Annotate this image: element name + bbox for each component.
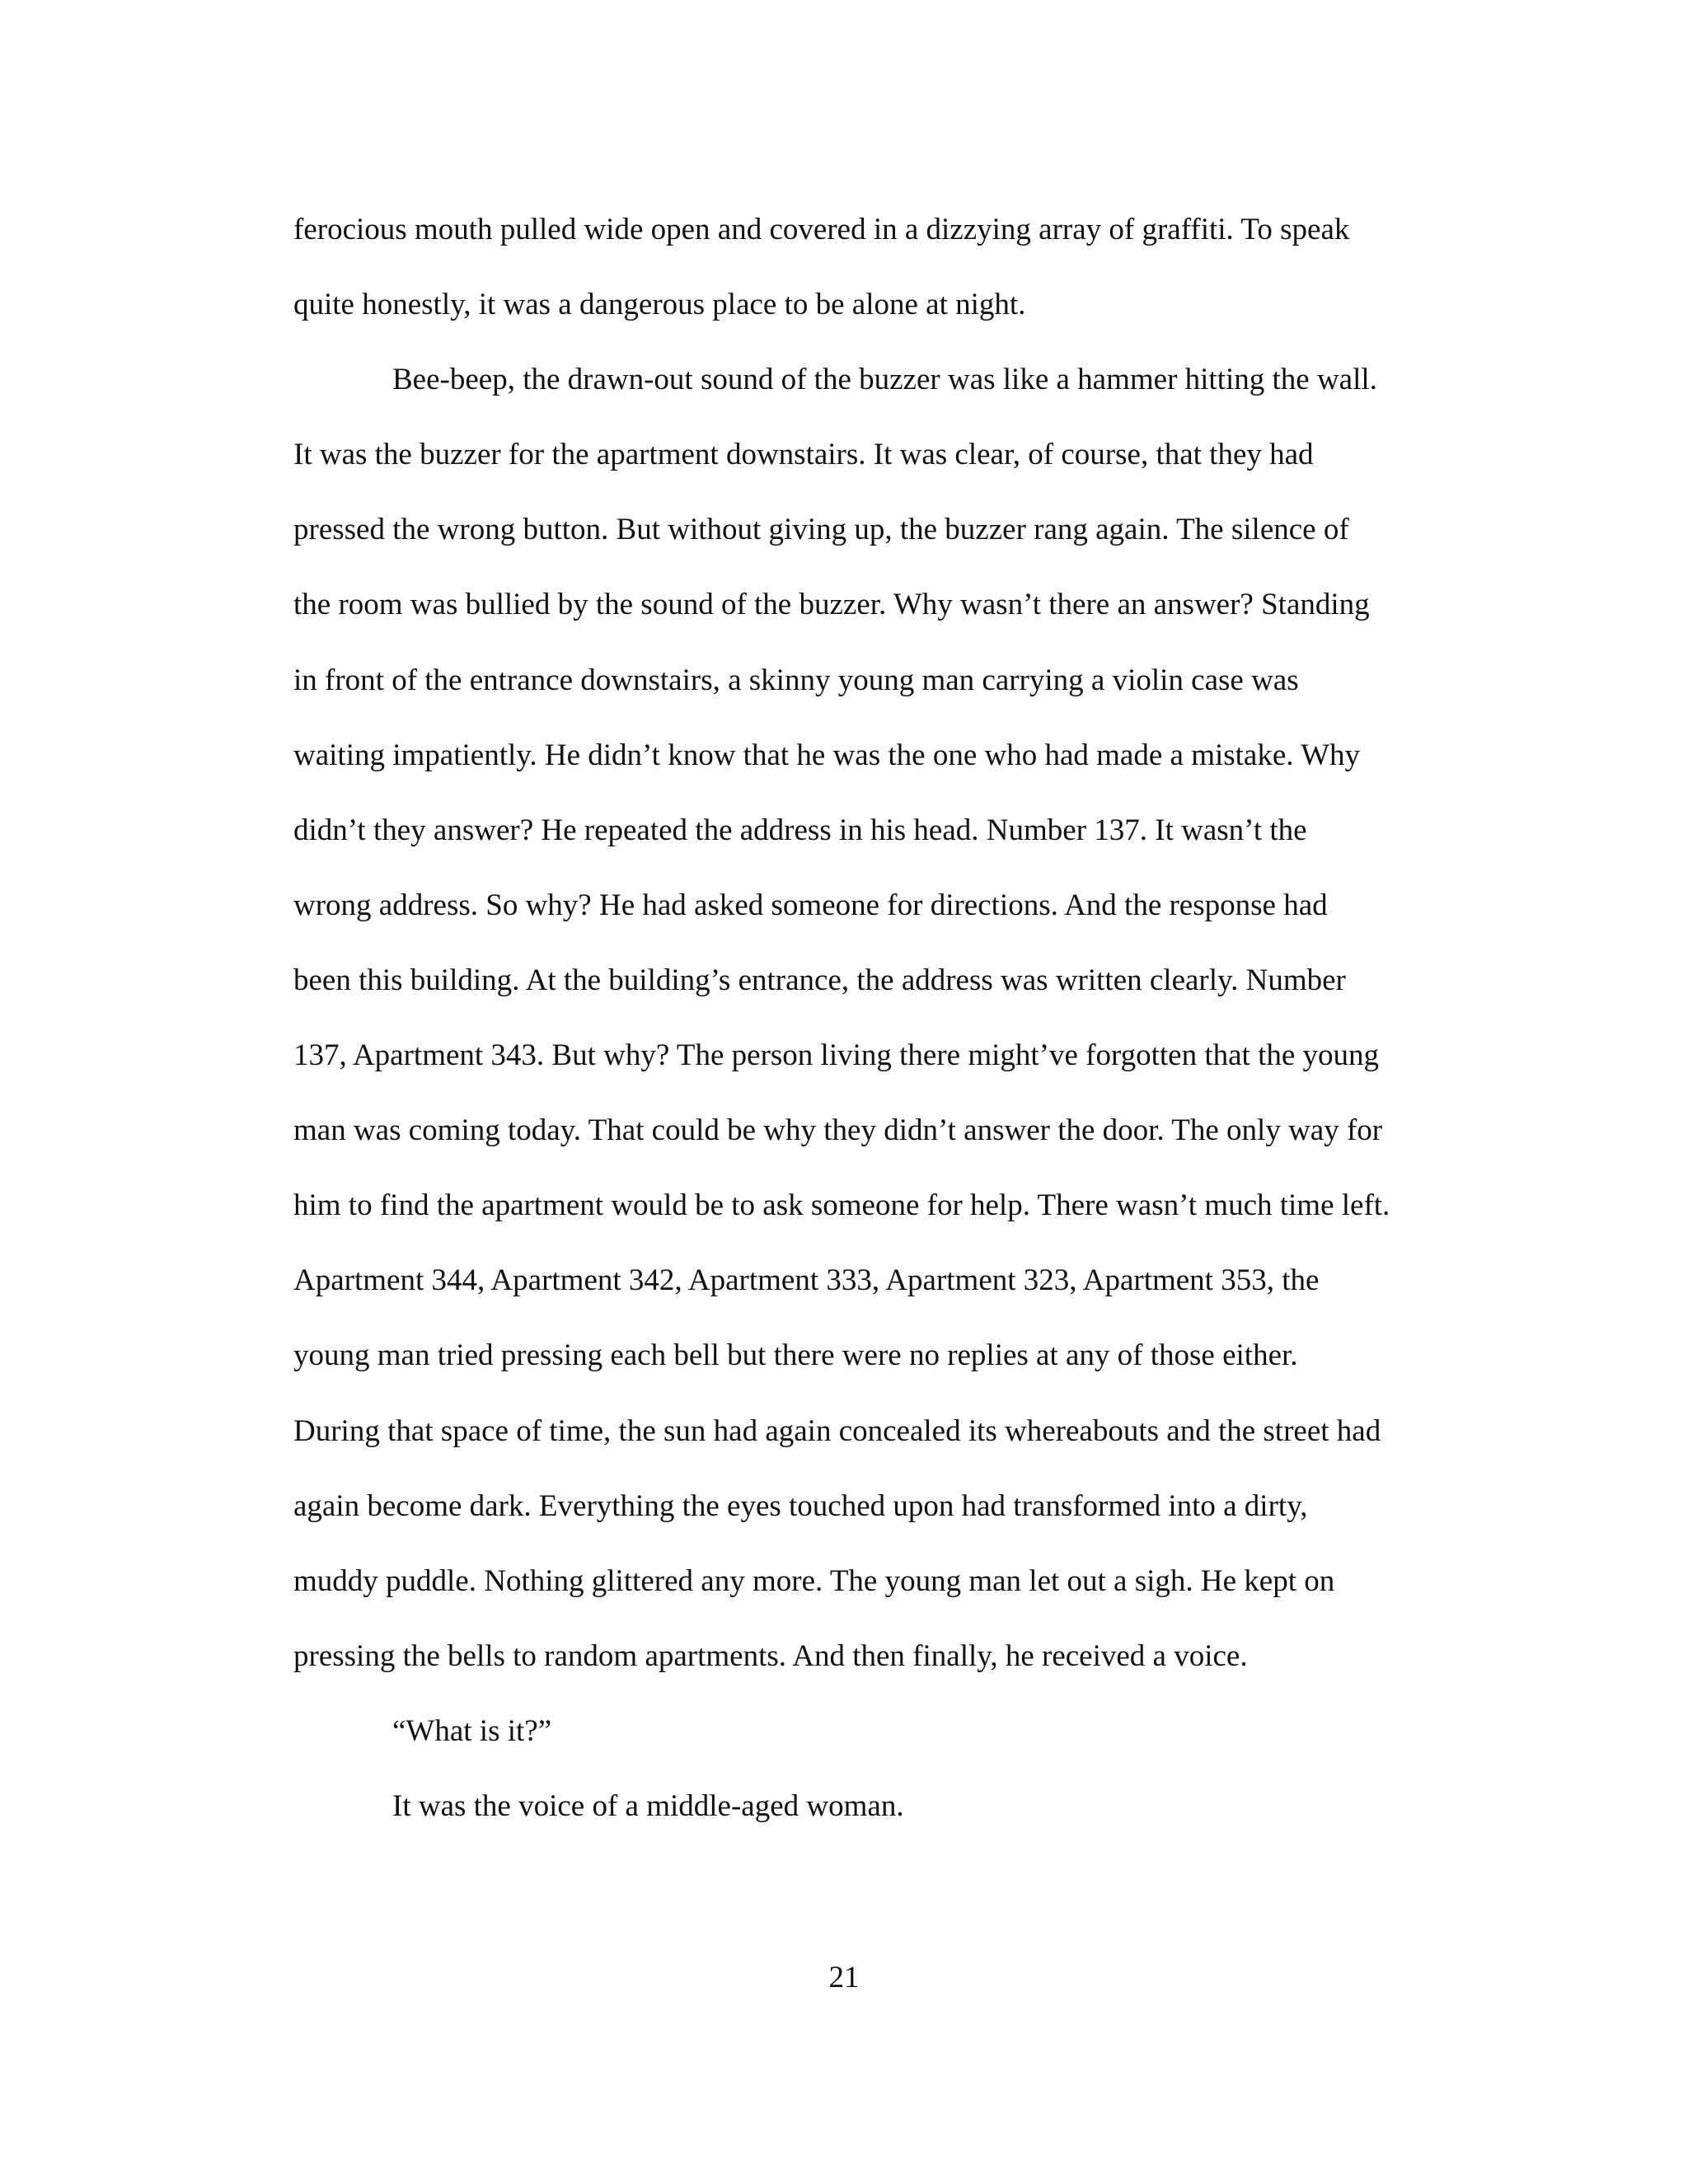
text-line: 137, Apartment 343. But why? The person living there might’ve forgotten that the young	[293, 1038, 1380, 1073]
text-line: “What is it?”	[392, 1713, 552, 1748]
text-line: the room was bullied by the sound of the buzzer. Why wasn’t there an answer? Standing	[293, 588, 1370, 622]
text-line: man was coming today. That could be why they didn’t answer the door. The only way for	[293, 1113, 1383, 1148]
text-line: pressed the wrong button. But without giving up, the buzzer rang again. The silence of	[293, 513, 1349, 547]
text-line: young man tried pressing each bell but there were no replies at any of those either.	[293, 1338, 1298, 1373]
text-line: in front of the entrance downstairs, a skinny young man carrying a violin case was	[293, 663, 1299, 697]
text-line: During that space of time, the sun had again concealed its whereabouts and the street had	[293, 1413, 1381, 1448]
text-line: pressing the bells to random apartments. And then finally, he received a voice.	[293, 1638, 1248, 1673]
text-line: Apartment 344, Apartment 342, Apartment 333, Apartment 323, Apartment 353, the	[293, 1263, 1320, 1298]
text-line: waiting impatiently. He didn’t know that he was the one who had made a mistake. Why	[293, 738, 1361, 772]
text-line: Bee-beep, the drawn-out sound of the buzzer was like a hammer hitting the wall.	[392, 363, 1377, 397]
paragraph-3	[293, 1694, 1472, 1769]
paragraph-4	[293, 1769, 1472, 1844]
text-line: quite honestly, it was a dangerous place to be alone at night.	[293, 288, 1026, 322]
body-text	[293, 192, 1472, 1844]
text-line: ferocious mouth pulled wide open and covered in a dizzying array of graffiti. To speak	[293, 213, 1350, 246]
page-number: 21	[828, 1961, 860, 1994]
paragraph-1	[293, 192, 1472, 342]
text-line: again become dark. Everything the eyes touched upon had transformed into a dirty,	[293, 1488, 1308, 1523]
text-line: wrong address. So why? He had asked someone for directions. And the response had	[293, 888, 1328, 922]
text-line: been this building. At the building’s entrance, the address was written clearly. Number	[293, 963, 1346, 997]
text-line: muddy puddle. Nothing glittered any more. The young man let out a sigh. He kept on	[293, 1563, 1335, 1598]
text-line: It was the buzzer for the apartment downstairs. It was clear, of course, that they had	[293, 438, 1314, 472]
paragraph-2	[293, 342, 1472, 1694]
text-line: him to find the apartment would be to ask someone for help. There wasn’t much time left.	[293, 1188, 1390, 1223]
text-line: didn’t they answer? He repeated the address in his head. Number 137. It wasn’t the	[293, 813, 1307, 847]
text-line: It was the voice of a middle-aged woman.	[392, 1788, 904, 1823]
